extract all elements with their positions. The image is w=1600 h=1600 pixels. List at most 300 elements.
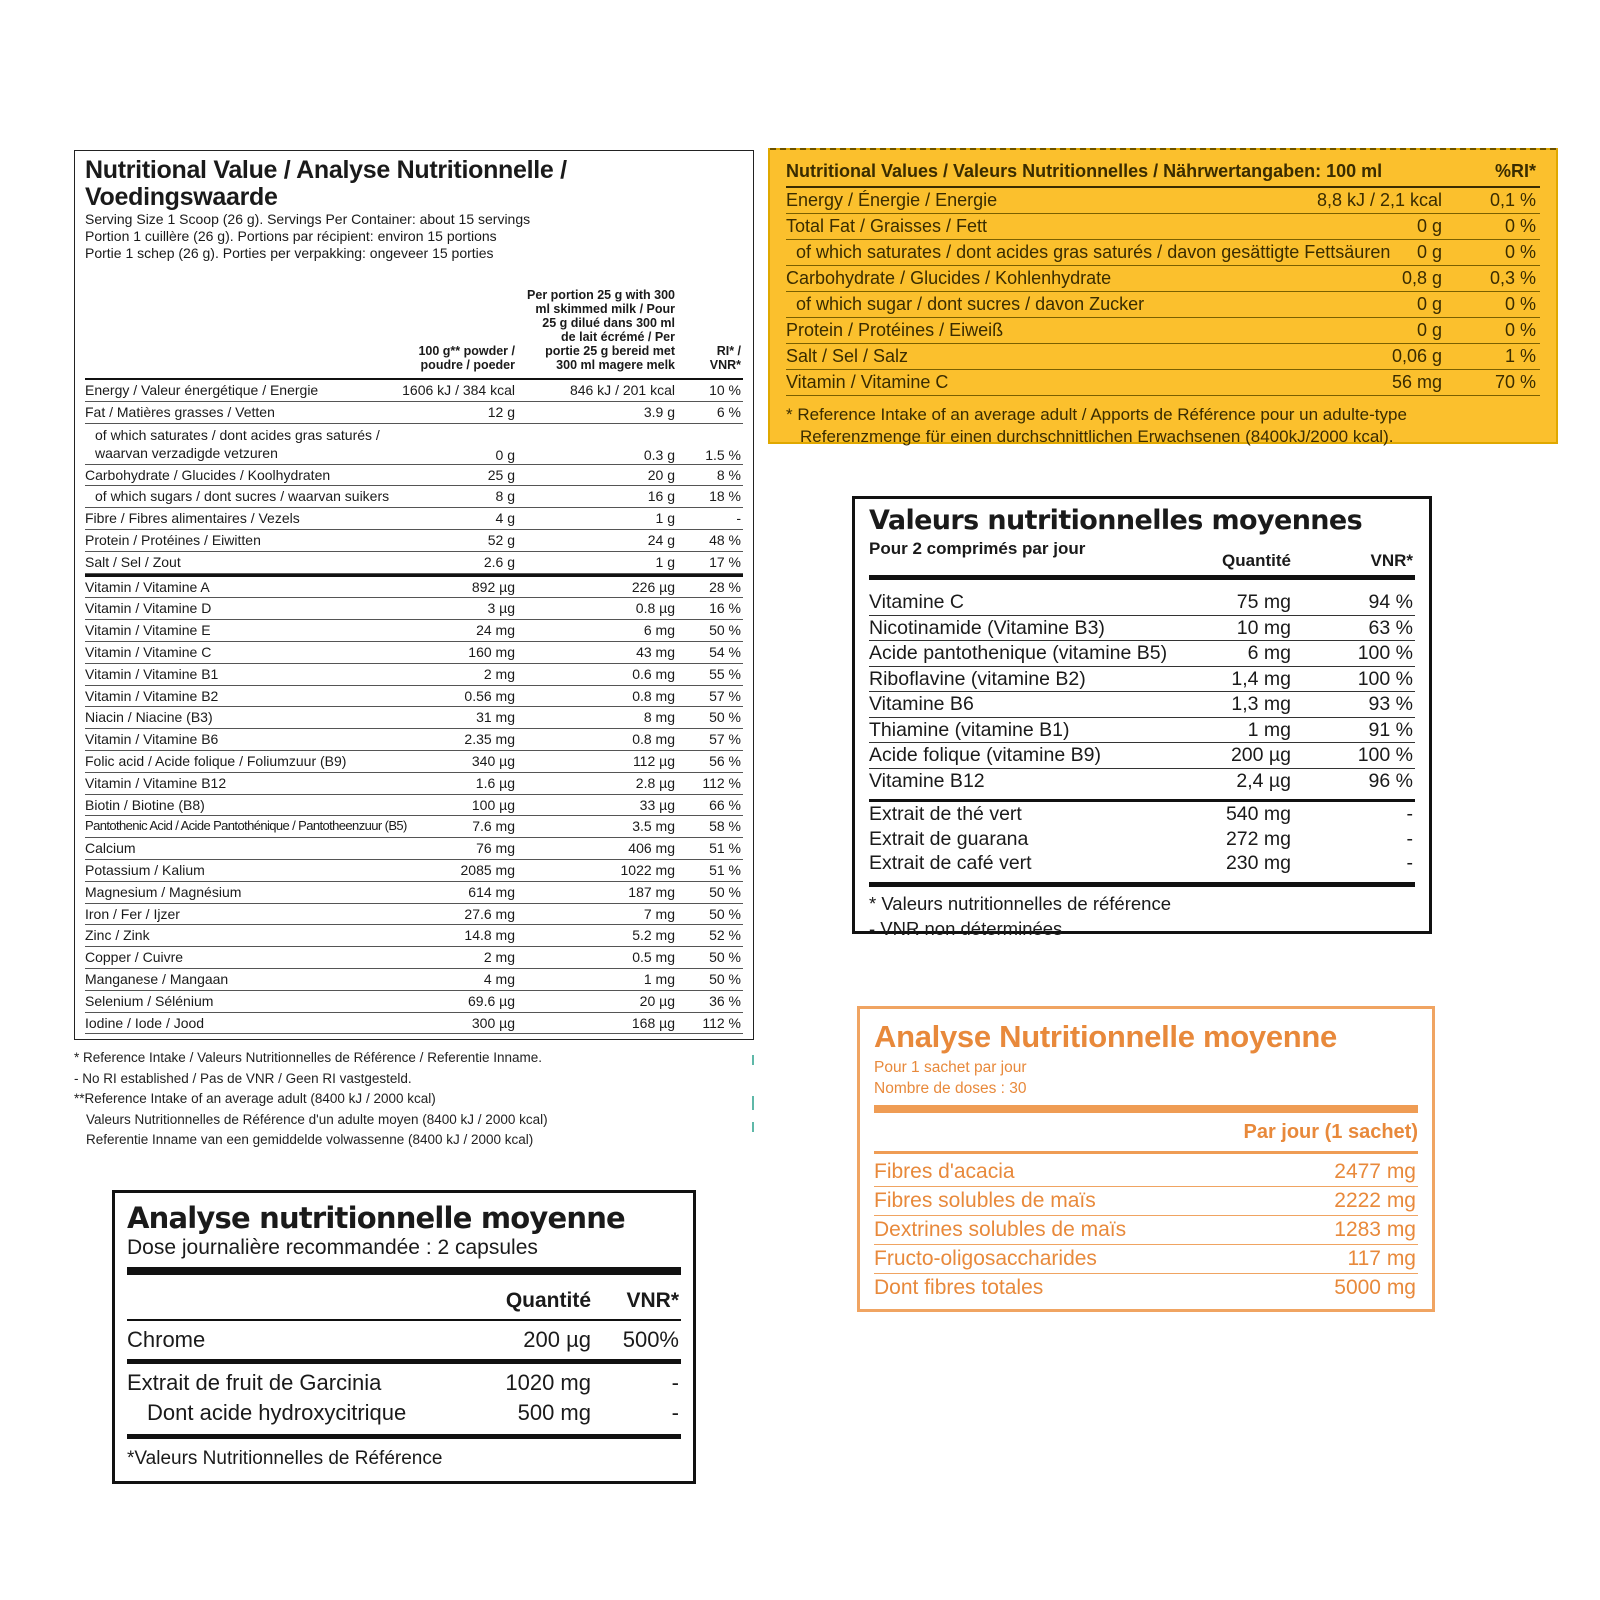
row-name: Nicotinamide (Vitamine B3) <box>869 616 1105 639</box>
row-name: of which saturates / dont acides gras saturés / waarvan verzadigde vetzuren <box>95 426 380 461</box>
divider <box>127 1267 681 1275</box>
row-portion: 7 mg <box>643 905 675 922</box>
panel4-rows <box>874 1158 1418 1302</box>
col-header-per100: 100 g** powder / poudre / poeder <box>418 344 515 372</box>
row-per100: 76 mg <box>476 840 515 857</box>
panel4-subtitle-2: Nombre de doses : 30 <box>874 1080 1027 1097</box>
row-name: of which sugar / dont sucres / davon Zucker <box>796 294 1145 314</box>
row-qty: 200 µg <box>1230 744 1291 766</box>
table-row <box>85 598 743 620</box>
table-row <box>85 530 743 552</box>
row-qty: 272 mg <box>1225 827 1291 850</box>
table-row <box>874 1158 1418 1187</box>
row-name: Copper / Cuivre <box>85 949 184 966</box>
col-header-vnr: VNR* <box>626 1289 679 1312</box>
panel4-col-header: Par jour (1 sachet) <box>874 1113 1418 1154</box>
row-ri: 70 % <box>1494 372 1536 392</box>
footnote: * Reference Intake / Valeurs Nutritionnelles de Référence / Referentie Inname. <box>74 1050 543 1065</box>
row-portion: 1022 mg <box>620 861 675 878</box>
row-name: Calcium <box>85 840 136 857</box>
row-name: Acide folique (vitamine B9) <box>869 744 1101 766</box>
table-row <box>85 925 743 947</box>
row-qty: 230 mg <box>1225 852 1291 874</box>
row-name: Carbohydrate / Glucides / Koolhydraten <box>85 466 331 483</box>
row-value: 8,8 kJ / 2,1 kcal <box>1316 190 1442 210</box>
row-name: Acide pantothenique (vitamine B5) <box>869 642 1168 664</box>
row-ri: 0,3 % <box>1489 268 1536 288</box>
row-qty: 2,4 µg <box>1236 769 1291 792</box>
table-row <box>874 1216 1418 1245</box>
footnote: - No RI established / Pas de VNR / Geen RI vastgesteld. <box>74 1070 412 1086</box>
row-per100: 2.6 g <box>483 553 515 570</box>
row-ri: 1 % <box>1504 346 1536 366</box>
table-row <box>85 642 743 664</box>
panel5-title: Analyse nutritionnelle moyenne <box>127 1201 625 1235</box>
nutrition-table-orange <box>857 1006 1435 1312</box>
row-name: Fat / Matières grasses / Vetten <box>85 403 275 420</box>
table-row <box>874 1274 1418 1302</box>
row-vnr: - <box>1406 852 1413 874</box>
panel2-footnote <box>786 404 1540 448</box>
footnote-line: - VNR non déterminées <box>869 917 1063 939</box>
row-value: 0 g <box>1416 294 1442 314</box>
row-vnr: 63 % <box>1368 616 1413 639</box>
divider <box>127 1359 681 1364</box>
row-name: Extrait de guarana <box>869 827 1029 850</box>
row-per100: 300 µg <box>471 1014 515 1031</box>
row-per100: 69.6 µg <box>468 992 515 1009</box>
table-row <box>85 1013 743 1035</box>
row-per100: 340 µg <box>471 752 515 769</box>
row-ri: 54 % <box>709 643 741 660</box>
row-per100: 100 µg <box>471 796 515 813</box>
divider <box>874 1105 1418 1113</box>
row-name: Selenium / Sélénium <box>85 992 214 1009</box>
row-portion: 112 µg <box>632 752 675 769</box>
row-vnr: 94 % <box>1368 591 1413 613</box>
table-row <box>786 188 1540 214</box>
row-portion: 168 µg <box>631 1014 675 1031</box>
row-name: Riboflavine (vitamine B2) <box>869 667 1086 690</box>
table-row <box>85 816 743 838</box>
row-qty: 5000 mg <box>1334 1276 1416 1299</box>
col-header-quantity: Quantité <box>1222 551 1291 570</box>
decorative-mark <box>752 1096 754 1110</box>
panel5-footnote: *Valeurs Nutritionnelles de Référence <box>127 1448 443 1469</box>
row-name: Vitamin / Vitamine C <box>786 372 949 392</box>
table-row <box>874 1245 1418 1274</box>
table-row <box>85 486 743 508</box>
row-ri: 48 % <box>709 531 741 548</box>
table-row <box>85 729 743 751</box>
panel2-rows <box>786 188 1540 396</box>
row-portion: 3.9 g <box>643 403 675 420</box>
row-qty: 1 mg <box>1247 718 1291 741</box>
row-ri: 18 % <box>709 488 741 505</box>
row-ri: 28 % <box>709 578 741 595</box>
row-name: Potassium / Kalium <box>85 861 205 878</box>
row-vnr: 100 % <box>1357 744 1413 766</box>
row-name: Thiamine (vitamine B1) <box>869 718 1070 741</box>
row-vnr: 100 % <box>1357 667 1413 690</box>
panel2-header-ri: %RI* <box>1494 161 1536 181</box>
table-row <box>869 616 1415 642</box>
nutrition-table-multilingual <box>74 150 754 1040</box>
row-vnr: 100 % <box>1357 642 1413 664</box>
row-ri: 10 % <box>709 382 741 398</box>
panel1-title: Nutritional Value / Analyse Nutritionnelle / Voedingswaarde <box>85 156 567 211</box>
row-name: Vitamine B12 <box>869 769 985 792</box>
row-name: Total Fat / Graisses / Fett <box>786 216 988 236</box>
row-name: Folic acid / Acide folique / Foliumzuur (B9) <box>85 752 347 769</box>
row-vnr: 96 % <box>1368 769 1413 792</box>
row-portion: 226 µg <box>631 578 675 595</box>
row-name: Salt / Sel / Zout <box>85 553 181 570</box>
serving-line-en: Serving Size 1 Scoop (26 g). Servings Per Container: about 15 servings <box>85 211 531 227</box>
panel3-header-row <box>869 537 1415 571</box>
footnote-line: * Reference Intake of an average adult / Apports de Référence pour un adulte-type <box>786 405 1407 424</box>
row-per100: 2 mg <box>483 949 515 966</box>
panel1-rows <box>85 378 743 1034</box>
row-per100: 1.6 µg <box>475 774 515 791</box>
row-name: Salt / Sel / Salz <box>786 346 909 366</box>
row-vnr: 91 % <box>1368 718 1413 741</box>
row-name: Vitamin / Vitamine E <box>85 622 211 639</box>
table-row <box>85 947 743 969</box>
nutrition-table-capsules <box>112 1190 696 1484</box>
table-row <box>869 718 1415 744</box>
row-portion: 406 mg <box>628 840 675 857</box>
row-qty: 2222 mg <box>1334 1189 1416 1212</box>
col-header-quantity: Quantité <box>505 1289 591 1312</box>
row-qty: 540 mg <box>1225 803 1291 825</box>
table-row <box>85 969 743 991</box>
row-ri: 56 % <box>709 752 741 769</box>
row-name: of which saturates / dont acides gras saturés / davon gesättigte Fettsäuren <box>796 242 1391 262</box>
col-header-vnr: VNR* <box>1370 551 1413 570</box>
row-ri: 51 % <box>709 840 741 857</box>
row-portion: 0.8 mg <box>632 731 675 748</box>
table-row <box>85 574 743 599</box>
serving-line-fr: Portion 1 cuillère (26 g). Portions par récipient: environ 15 portions <box>85 228 497 244</box>
row-name: Protein / Protéines / Eiweiß <box>786 320 1004 340</box>
row-ri: 58 % <box>709 818 741 835</box>
panel1-footnotes <box>74 1048 548 1151</box>
table-row <box>869 769 1415 794</box>
table-row <box>85 773 743 795</box>
table-row <box>85 686 743 708</box>
row-name: Dextrines solubles de maïs <box>874 1218 1127 1241</box>
row-per100: 31 mg <box>476 709 515 726</box>
row-portion: 0.8 mg <box>632 687 675 704</box>
table-row <box>786 344 1540 370</box>
table-row <box>874 1187 1418 1216</box>
row-ri: 57 % <box>709 731 741 748</box>
row-portion: 0.6 mg <box>632 665 675 682</box>
row-ri: 55 % <box>709 665 741 682</box>
row-per100: 8 g <box>495 488 515 505</box>
row-per100: 4 mg <box>483 970 515 987</box>
table-row <box>85 838 743 860</box>
row-ri: 0,1 % <box>1489 190 1536 210</box>
row-vnr: - <box>1406 803 1413 825</box>
table-row <box>85 904 743 926</box>
table-row <box>127 1398 681 1428</box>
footnote: **Reference Intake of an average adult (8400 kJ / 2000 kcal) <box>74 1091 436 1106</box>
row-portion: 846 kJ / 201 kcal <box>569 382 675 398</box>
panel2-header-name: Nutritional Values / Valeurs Nutritionnelles / Nährwertangaben: 100 ml <box>786 161 1383 181</box>
row-qty: 10 mg <box>1236 616 1291 639</box>
row-name: Iodine / Iode / Jood <box>85 1014 205 1031</box>
row-qty: 1,4 mg <box>1231 667 1291 690</box>
row-ri: 0 % <box>1504 242 1536 262</box>
row-ri: 50 % <box>709 905 741 922</box>
footnote: Valeurs Nutritionnelles de Référence d'un adulte moyen (8400 kJ / 2000 kcal) <box>86 1111 548 1127</box>
serving-line-nl: Portie 1 schep (26 g). Porties per verpakking: ongeveer 15 porties <box>85 245 494 261</box>
table-row <box>85 991 743 1013</box>
row-per100: 52 g <box>487 531 515 548</box>
row-portion: 5.2 mg <box>632 927 675 944</box>
table-row <box>85 664 743 686</box>
row-ri: 51 % <box>709 861 741 878</box>
row-vnr: - <box>671 1370 679 1395</box>
table-row <box>786 240 1540 266</box>
panel5-header-row <box>127 1275 681 1321</box>
row-value: 0,8 g <box>1401 268 1442 288</box>
row-ri: 112 % <box>702 1014 741 1031</box>
row-ri: 50 % <box>709 622 741 639</box>
table-row <box>85 620 743 642</box>
row-ri: 6 % <box>716 403 741 420</box>
divider <box>869 882 1415 887</box>
table-row <box>786 318 1540 344</box>
row-name: Extrait de thé vert <box>869 803 1022 825</box>
row-name: Pantothenic Acid / Acide Pantothénique / Pantotheenzuur (B5) <box>85 818 407 834</box>
row-portion: 3.5 mg <box>632 818 675 835</box>
row-vnr: - <box>1406 827 1413 850</box>
table-row <box>786 292 1540 318</box>
table-row <box>869 692 1415 718</box>
panel4-subtitle-1: Pour 1 sachet par jour <box>874 1059 1027 1076</box>
row-ri: - <box>736 510 741 527</box>
row-name: Dont fibres totales <box>874 1276 1044 1299</box>
table-row <box>869 851 1415 876</box>
row-per100: 160 mg <box>468 643 515 660</box>
row-name: Dont acide hydroxycitrique <box>147 1400 407 1425</box>
row-qty: 75 mg <box>1236 591 1291 613</box>
table-row <box>869 590 1415 616</box>
col-header-ri: RI* / VNR* <box>709 344 741 372</box>
row-per100: 2.35 mg <box>464 731 515 748</box>
row-per100: 7.6 mg <box>472 818 515 835</box>
row-name: Vitamin / Vitamine D <box>85 600 212 617</box>
row-name: Fibres d'acacia <box>874 1160 1015 1183</box>
divider <box>869 575 1415 580</box>
table-row <box>869 641 1415 667</box>
table-row <box>869 667 1415 693</box>
table-row <box>85 707 743 729</box>
row-ri: 16 % <box>709 600 741 617</box>
row-name: Vitamine B6 <box>869 693 974 715</box>
row-name: Vitamine C <box>869 591 965 613</box>
row-ri: 50 % <box>709 883 741 900</box>
row-portion: 0.5 mg <box>632 949 675 966</box>
row-per100: 2 mg <box>483 665 515 682</box>
footnote-line: Referenzmenge für einen durchschnittlichen Erwachsenen (8400kJ/2000 kcal). <box>800 427 1394 446</box>
row-name: Vitamin / Vitamine A <box>85 578 210 595</box>
row-ri: 50 % <box>709 709 741 726</box>
row-per100: 3 µg <box>487 600 515 617</box>
row-name: Niacin / Niacine (B3) <box>85 709 213 726</box>
row-name: Vitamin / Vitamine B12 <box>85 774 227 791</box>
row-portion: 0.8 µg <box>635 600 675 617</box>
table-row <box>85 552 743 574</box>
row-ri: 1.5 % <box>705 446 741 463</box>
row-per100: 614 mg <box>468 883 515 900</box>
row-name: Protein / Protéines / Eiwitten <box>85 531 261 548</box>
row-name: Vitamin / Vitamine B1 <box>85 665 219 682</box>
panel5-subtitle: Dose journalière recommandée : 2 capsules <box>127 1236 538 1259</box>
row-per100: 1606 kJ / 384 kcal <box>402 382 515 398</box>
row-vnr: 93 % <box>1368 693 1413 715</box>
table-row <box>127 1368 681 1398</box>
nutrition-table-tablets <box>852 496 1432 939</box>
table-row <box>869 743 1415 769</box>
row-per100: 0 g <box>495 446 515 463</box>
row-per100: 2085 mg <box>460 861 515 878</box>
row-qty: 500 mg <box>517 1400 591 1425</box>
row-portion: 6 mg <box>643 622 675 639</box>
row-name: Extrait de fruit de Garcinia <box>127 1370 382 1395</box>
row-name: Vitamin / Vitamine C <box>85 643 212 660</box>
row-name: Vitamin / Vitamine B2 <box>85 687 219 704</box>
row-ri: 50 % <box>709 949 741 966</box>
row-name: of which sugars / dont sucres / waarvan suikers <box>95 488 390 505</box>
row-portion: 187 mg <box>628 883 675 900</box>
panel2-header-row <box>786 156 1540 188</box>
row-per100: 24 mg <box>476 622 515 639</box>
row-qty: 1283 mg <box>1334 1218 1416 1241</box>
row-per100: 0.56 mg <box>464 687 515 704</box>
row-per100: 12 g <box>487 403 515 420</box>
panel1-column-headers <box>85 270 743 378</box>
row-portion: 1 g <box>655 510 675 527</box>
row-name: Carbohydrate / Glucides / Kohlenhydrate <box>786 268 1112 288</box>
row-portion: 0.3 g <box>643 446 675 463</box>
row-portion: 2.8 µg <box>635 774 675 791</box>
row-ri: 52 % <box>709 927 741 944</box>
table-row <box>85 882 743 904</box>
row-ri: 36 % <box>709 992 741 1009</box>
footnote: Referentie Inname van een gemiddelde volwassenne (8400 kJ / 2000 kcal) <box>86 1132 534 1147</box>
row-name: Biotin / Biotine (B8) <box>85 796 205 813</box>
table-row <box>85 751 743 773</box>
table-row <box>869 827 1415 852</box>
row-name: Iron / Fer / Ijzer <box>85 905 180 922</box>
row-qty: 200 µg <box>523 1327 591 1352</box>
table-row <box>869 802 1415 827</box>
row-name: Fructo-oligosaccharides <box>874 1247 1097 1270</box>
row-name: Energy / Énergie / Energie <box>786 190 998 210</box>
col-header-portion: Per portion 25 g with 300 ml skimmed milk / Pour 25 g dilué dans 300 ml de lait écrémé / Per portie 25 g bereid met 300 ml magere melk <box>527 288 675 372</box>
row-ri: 17 % <box>709 553 741 570</box>
row-value: 0 g <box>1416 242 1442 262</box>
row-per100: 27.6 mg <box>464 905 515 922</box>
panel3-title: Valeurs nutritionnelles moyennes <box>869 505 1363 536</box>
row-per100: 4 g <box>495 510 515 527</box>
table-row <box>85 795 743 817</box>
panel3-subtitle: Pour 2 comprimés par jour <box>869 539 1086 558</box>
footnote-line: * Valeurs nutritionnelles de référence <box>869 892 1171 914</box>
row-portion: 8 mg <box>643 709 675 726</box>
row-value: 0,06 g <box>1391 346 1442 366</box>
row-name: Magnesium / Magnésium <box>85 883 242 900</box>
row-name: Fibre / Fibres alimentaires / Vezels <box>85 510 300 527</box>
row-portion: 24 g <box>647 531 675 548</box>
row-value: 0 g <box>1416 320 1442 340</box>
divider <box>127 1434 681 1439</box>
row-name: Vitamin / Vitamine B6 <box>85 731 219 748</box>
row-portion: 43 mg <box>636 643 675 660</box>
row-portion: 1 g <box>655 553 675 570</box>
row-qty: 117 mg <box>1347 1247 1416 1270</box>
row-vnr: - <box>671 1400 679 1425</box>
table-row <box>786 266 1540 292</box>
table-row <box>85 508 743 530</box>
panel3-footnote <box>869 891 1415 941</box>
row-ri: 8 % <box>716 466 741 483</box>
row-qty: 2477 mg <box>1334 1160 1416 1183</box>
table-row <box>85 380 743 402</box>
decorative-mark <box>752 1122 754 1132</box>
row-ri: 0 % <box>1504 216 1536 236</box>
decorative-mark <box>752 1055 754 1065</box>
row-ri: 66 % <box>709 796 741 813</box>
row-name: Extrait de café vert <box>869 852 1032 874</box>
row-value: 0 g <box>1416 216 1442 236</box>
row-name: Energy / Valeur énergétique / Energie <box>85 382 319 398</box>
panel3-extract-rows <box>869 802 1415 876</box>
table-row <box>85 424 743 465</box>
row-portion: 20 g <box>647 466 675 483</box>
dashed-border <box>770 148 1556 150</box>
panel4-title: Analyse Nutritionnelle moyenne <box>874 1019 1337 1054</box>
row-name: Fibres solubles de maïs <box>874 1189 1096 1212</box>
row-portion: 33 µg <box>639 796 675 813</box>
row-per100: 892 µg <box>471 578 515 595</box>
row-ri: 112 % <box>702 774 741 791</box>
table-row <box>85 860 743 882</box>
row-qty: 1020 mg <box>505 1370 591 1395</box>
row-qty: 1,3 mg <box>1231 693 1291 715</box>
row-portion: 20 µg <box>639 992 675 1009</box>
panel3-vitamin-rows <box>869 590 1415 793</box>
row-name: Zinc / Zink <box>85 927 150 944</box>
table-row <box>85 402 743 424</box>
row-value: 56 mg <box>1391 372 1442 392</box>
row-ri: 0 % <box>1504 294 1536 314</box>
row-name: Chrome <box>127 1327 206 1352</box>
row-portion: 16 g <box>647 488 675 505</box>
row-ri: 50 % <box>709 970 741 987</box>
row-vnr: 500% <box>622 1327 679 1352</box>
table-row <box>786 370 1540 396</box>
table-row <box>786 214 1540 240</box>
row-qty: 6 mg <box>1247 642 1291 664</box>
table-row <box>127 1321 681 1359</box>
nutrition-table-yellow <box>768 148 1558 444</box>
row-portion: 1 mg <box>643 970 675 987</box>
